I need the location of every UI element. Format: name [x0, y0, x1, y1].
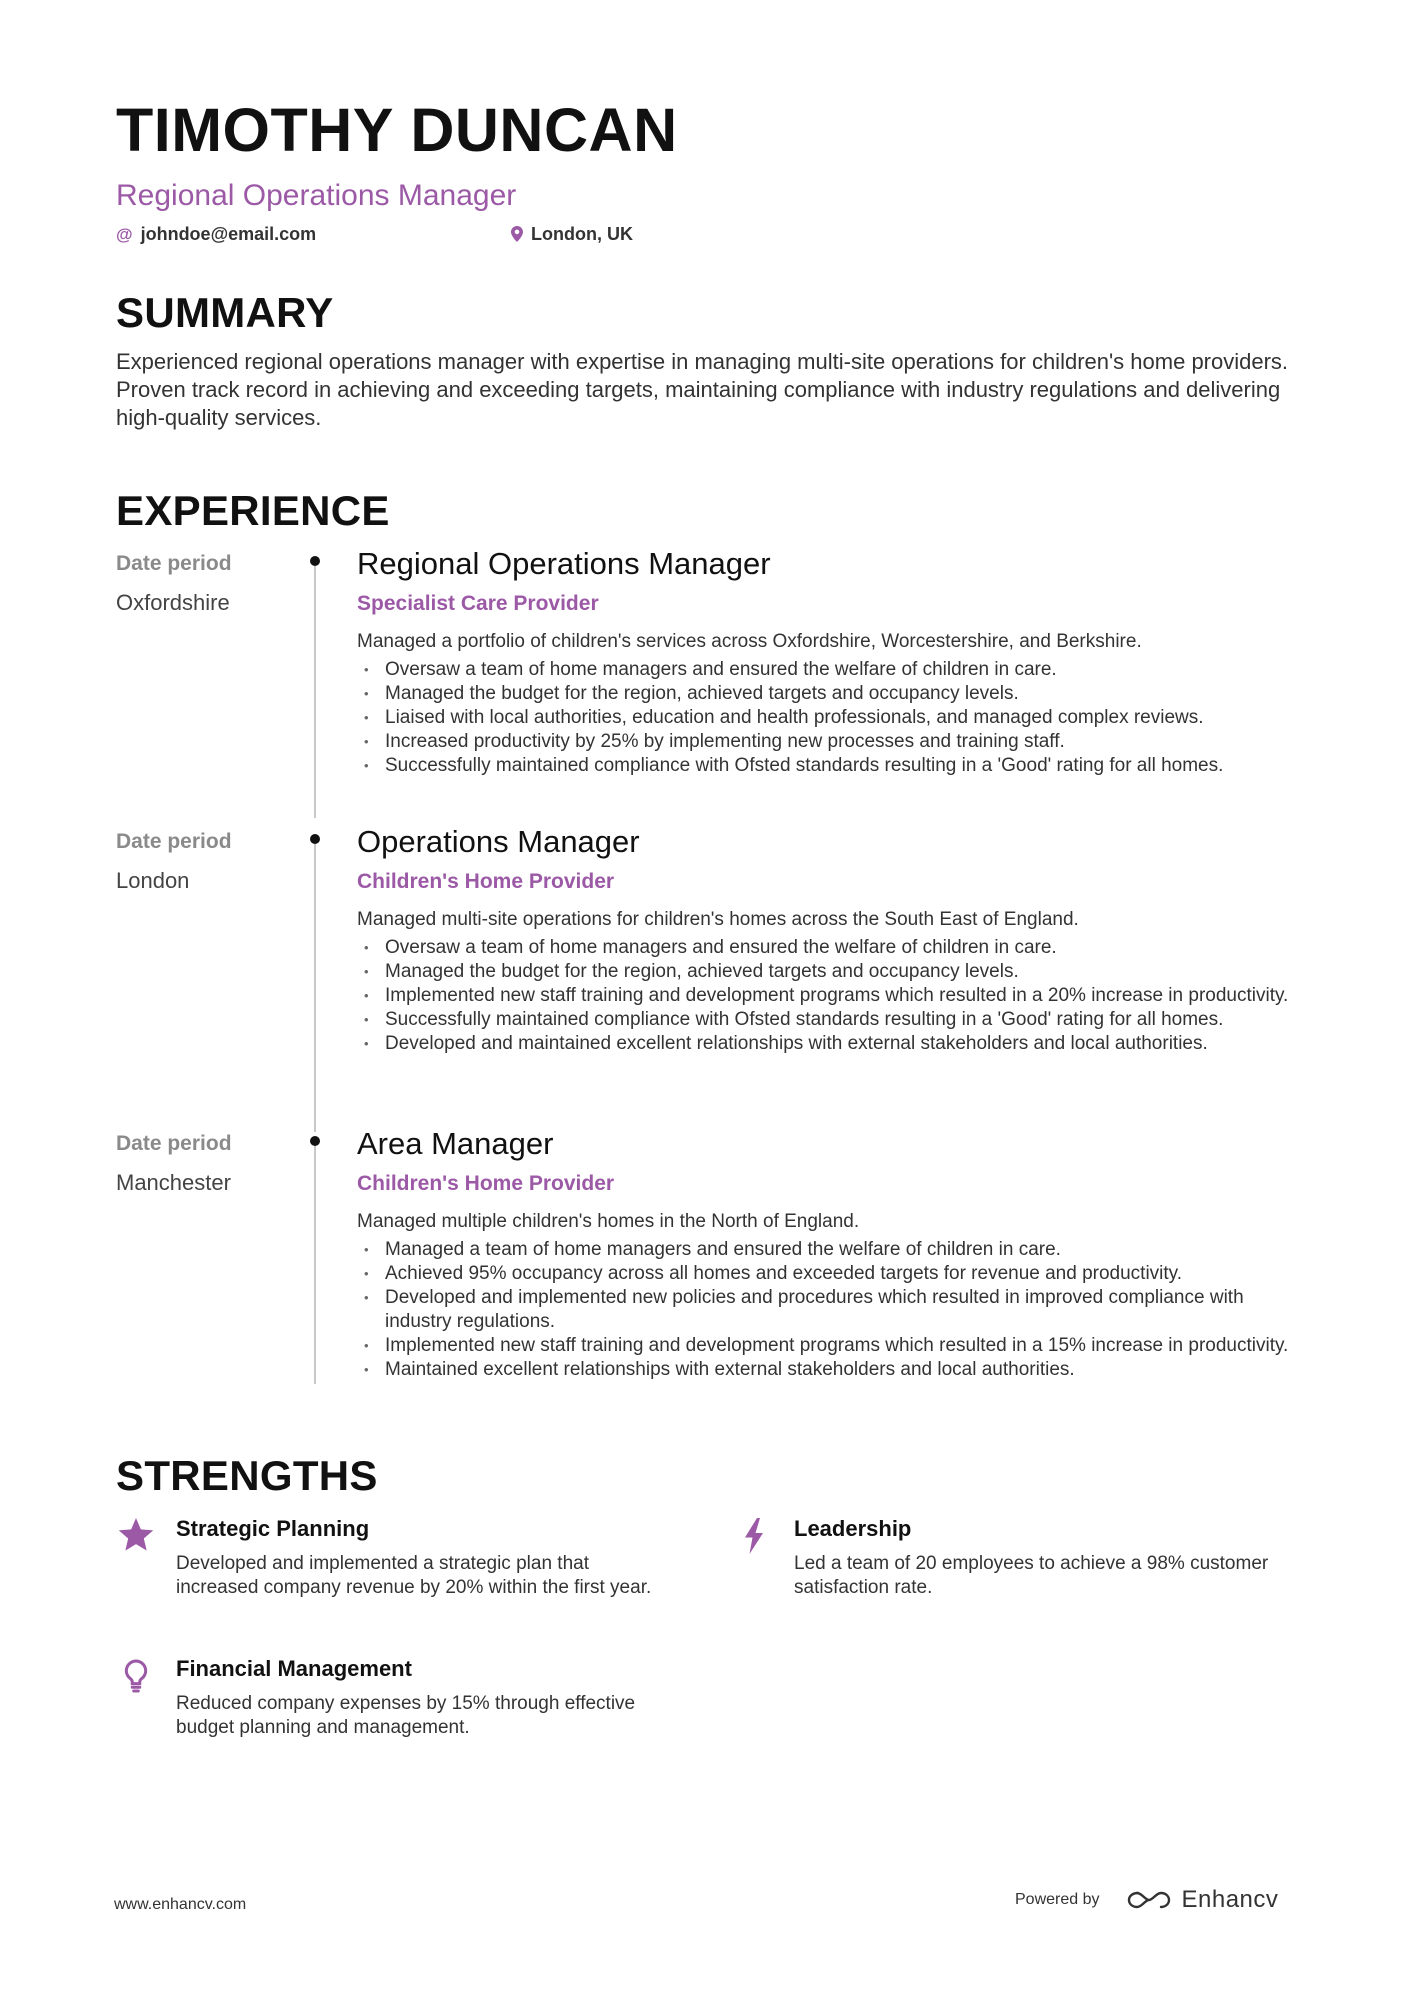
experience-location: Manchester — [116, 1170, 231, 1195]
star-icon — [116, 1518, 156, 1558]
contact-row — [116, 225, 1296, 243]
resume-page — [116, 96, 1296, 1738]
company-name: Children's Home Provider — [357, 1172, 615, 1195]
list-item: • Maintained excellent relationships with external stakeholders and local authorities. — [357, 1358, 1297, 1382]
at-icon: @ — [116, 224, 133, 244]
experience-heading: EXPERIENCE — [116, 487, 390, 534]
list-item: • Implemented new staff training and development programs which resulted in a 20% increase in productivity. — [357, 984, 1297, 1008]
list-item: • Implemented new staff training and development programs which resulted in a 15% increase in productivity. — [357, 1334, 1297, 1358]
list-item: • Achieved 95% occupancy across all homes and exceeded targets for revenue and productivity. — [357, 1262, 1297, 1286]
email-text: johndoe@email.com — [140, 224, 317, 244]
lightbulb-icon — [116, 1658, 156, 1698]
list-item: • Liaised with local authorities, education and health professionals, and managed complex reviews. — [357, 706, 1297, 730]
timeline-dot — [310, 1136, 320, 1146]
experience-location: London — [116, 868, 190, 893]
timeline-line — [314, 566, 316, 818]
powered-by-text: Powered by — [1015, 1891, 1100, 1908]
strength-title: Leadership — [794, 1516, 912, 1541]
timeline-dot — [310, 556, 320, 566]
footer-website[interactable]: www.enhancv.com — [114, 1896, 247, 1913]
summary-heading: SUMMARY — [116, 289, 334, 336]
list-item: • Managed a team of home managers and ensured the welfare of children in care. — [357, 1238, 1297, 1262]
list-item: • Managed the budget for the region, achieved targets and occupancy levels. — [357, 960, 1297, 984]
job-description: Managed multi-site operations for children's homes across the South East of England. — [357, 909, 1079, 930]
company-name: Specialist Care Provider — [357, 592, 599, 615]
candidate-role: Regional Operations Manager — [116, 179, 517, 212]
timeline-line — [314, 844, 316, 1132]
experience-date: Date period — [116, 830, 232, 853]
job-title: Regional Operations Manager — [357, 546, 771, 581]
job-description: Managed multiple children's homes in the North of England. — [357, 1211, 860, 1232]
candidate-name: TIMOTHY DUNCAN — [116, 96, 678, 164]
achievement-list — [357, 936, 1297, 1056]
list-item: • Managed the budget for the region, achieved targets and occupancy levels. — [357, 682, 1297, 706]
list-item: • Successfully maintained compliance with Ofsted standards resulting in a 'Good' rating for all homes. — [357, 1008, 1297, 1032]
timeline-line — [314, 1146, 316, 1384]
list-item: • Oversaw a team of home managers and ensured the welfare of children in care. — [357, 658, 1297, 682]
enhancv-logo-icon — [1126, 1888, 1172, 1912]
footer-branding — [1015, 1886, 1278, 1914]
lightning-icon — [734, 1518, 774, 1558]
job-title: Operations Manager — [357, 824, 640, 859]
list-item: • Oversaw a team of home managers and ensured the welfare of children in care. — [357, 936, 1297, 960]
strength-description: Led a team of 20 employees to achieve a 98% customer satisfaction rate. — [794, 1553, 1269, 1598]
experience-body — [357, 1126, 1297, 1382]
strength-title: Financial Management — [176, 1656, 412, 1681]
strengths-heading: STRENGTHS — [116, 1452, 378, 1499]
achievement-list — [357, 658, 1297, 778]
company-name: Children's Home Provider — [357, 870, 615, 893]
experience-location: Oxfordshire — [116, 590, 230, 615]
experience-body — [357, 824, 1297, 1056]
experience-date: Date period — [116, 552, 232, 575]
list-item: • Increased productivity by 25% by implementing new processes and training staff. — [357, 730, 1297, 754]
strength-title: Strategic Planning — [176, 1516, 370, 1541]
list-item: • Successfully maintained compliance with Ofsted standards resulting in a 'Good' rating for all homes. — [357, 754, 1297, 778]
achievement-list — [357, 1238, 1297, 1382]
contact-email[interactable] — [116, 225, 511, 243]
experience-date: Date period — [116, 1132, 232, 1155]
enhancv-logo[interactable] — [1126, 1886, 1279, 1914]
summary-text: Experienced regional operations manager with expertise in managing multi-site operations for children's home providers. Proven track record in achieving and exceeding targets, maintaining compliance with industry regulations and delivering high-quality services. — [116, 349, 1289, 430]
location-text: London, UK — [531, 224, 633, 244]
list-item: • Developed and implemented new policies and procedures which resulted in improved compliance with industry regulations. — [357, 1286, 1297, 1334]
brand-name: Enhancv — [1181, 1886, 1279, 1913]
strength-description: Developed and implemented a strategic plan that increased company revenue by 20% within the first year. — [176, 1553, 652, 1598]
job-description: Managed a portfolio of children's services across Oxfordshire, Worcestershire, and Berkshire. — [357, 631, 1142, 652]
job-title: Area Manager — [357, 1126, 554, 1161]
experience-body — [357, 546, 1297, 778]
contact-location — [511, 225, 633, 243]
timeline-dot — [310, 834, 320, 844]
strength-description: Reduced company expenses by 15% through effective budget planning and management. — [176, 1693, 636, 1738]
list-item: • Developed and maintained excellent relationships with external stakeholders and local authorities. — [357, 1032, 1297, 1056]
location-pin-icon — [511, 226, 523, 242]
